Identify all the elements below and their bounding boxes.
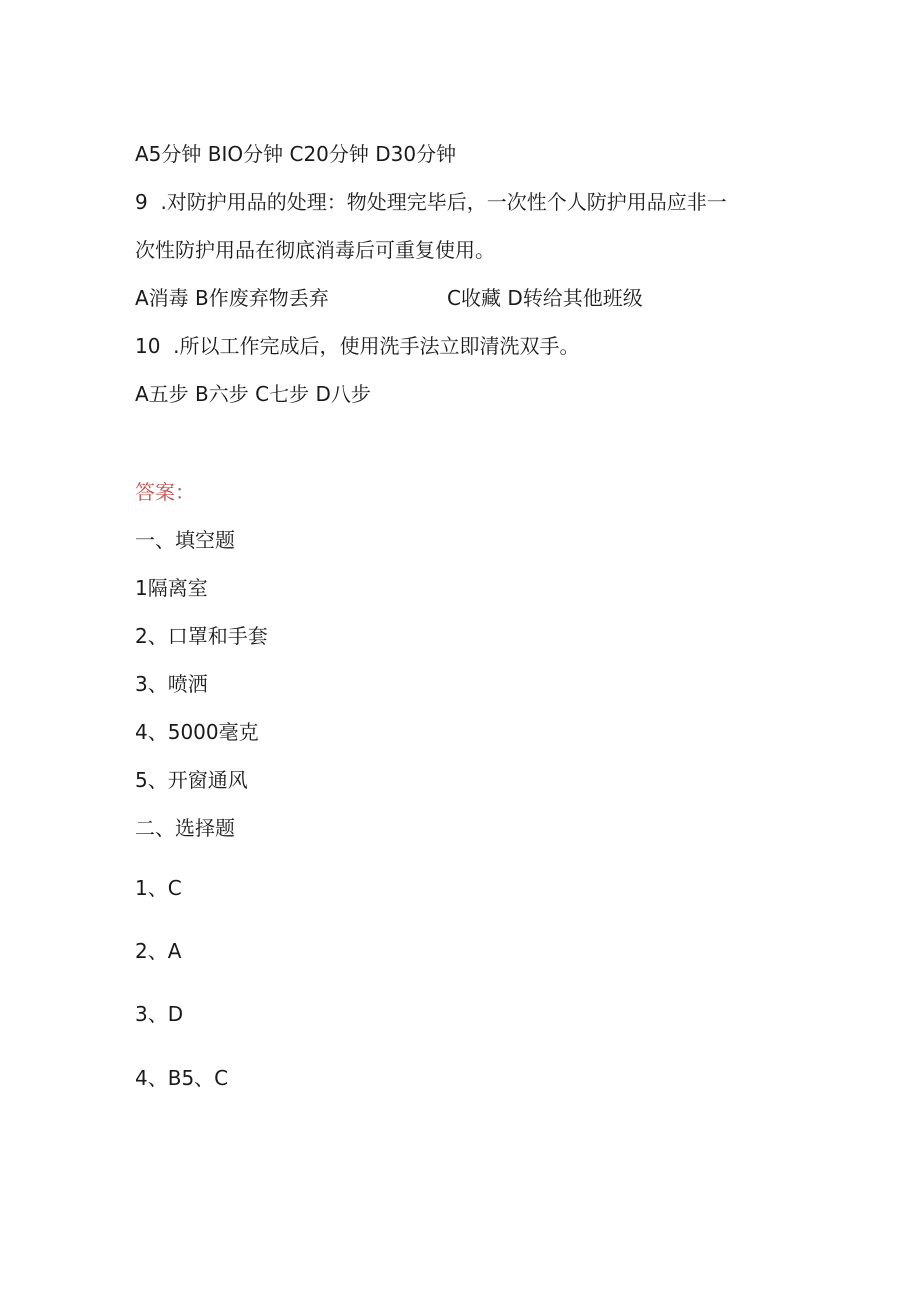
fill-in-answer: 2、口罩和手套 xyxy=(135,624,268,648)
question-8-options: A5分钟 BIO分钟 C20分钟 D30分钟 xyxy=(135,142,457,166)
question-9-text-line-2: 次性防护用品在彻底消毒后可重复使用。 xyxy=(135,238,495,262)
question-10-text: 10 .所以工作完成后，使用洗手法立即清洗双手。 xyxy=(135,334,580,358)
question-10-options: A五步 B六步 C七步 D八步 xyxy=(135,382,371,406)
choice-answer: 2、A xyxy=(135,939,182,963)
answers-title: 答案： xyxy=(135,480,195,504)
choice-answer: 1、C xyxy=(135,876,182,900)
fill-in-answer: 4、5000毫克 xyxy=(135,720,259,744)
fill-in-answer: 1隔离室 xyxy=(135,576,208,600)
question-9-options-right: C收藏 D转给其他班级 xyxy=(447,286,643,310)
fill-in-answer: 3、喷洒 xyxy=(135,672,208,696)
fill-in-answer: 5、开窗通风 xyxy=(135,768,248,792)
choice-answer: 4、B5、C xyxy=(135,1066,229,1090)
section-choice-title: 二、选择题 xyxy=(135,816,235,840)
question-9-options-left: A消毒 B作废弃物丢弃 xyxy=(135,286,329,310)
choice-answer: 3、D xyxy=(135,1002,184,1026)
question-9-text-line-1: 9 .对防护用品的处理：物处理完毕后，一次性个人防护用品应非一 xyxy=(135,190,727,214)
section-fill-in-title: 一、填空题 xyxy=(135,528,235,552)
